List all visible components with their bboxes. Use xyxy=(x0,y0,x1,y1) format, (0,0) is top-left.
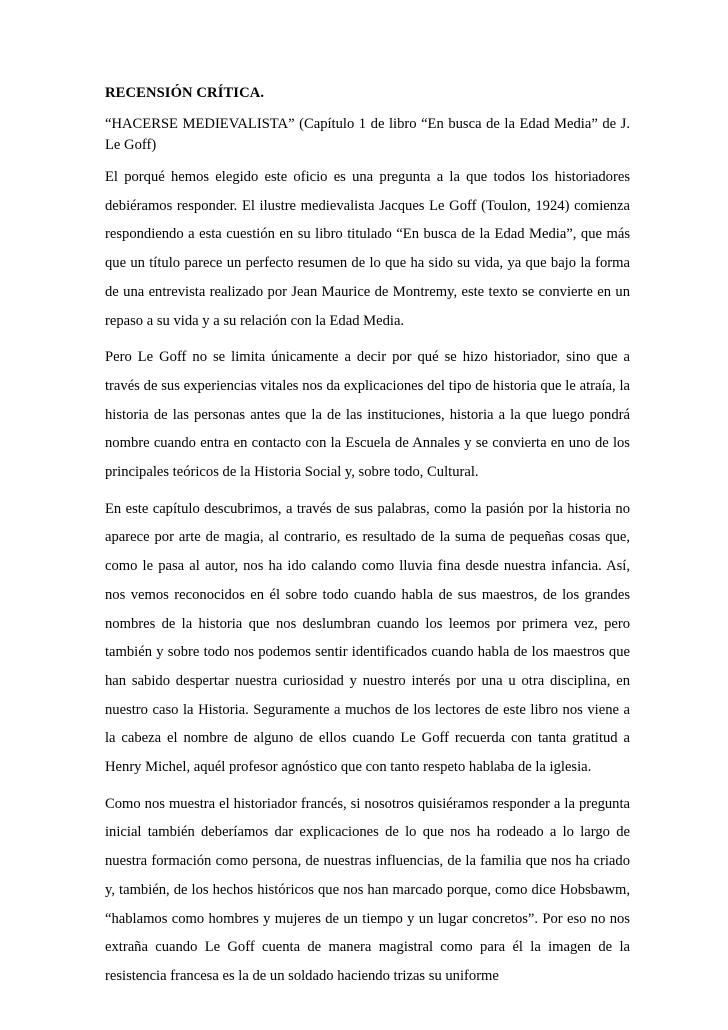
document-subtitle: “HACERSE MEDIEVALISTA” (Capítulo 1 de libro “En busca de la Edad Media” de J. Le Goff) xyxy=(105,116,630,153)
paragraph-3: En este capítulo descubrimos, a través de sus palabras, como la pasión por la historia no aparece por arte de magia, al contrario, es resultado de la suma de pequeñas cosas que, como le pasa al autor, nos ha ido calando como lluvia fina desde nuestra infancia. Así, nos vemos reconocidos en él sobre todo cuando habla de sus maestros, de los grandes nombres de la historia que nos deslumbran cuando los leemos por primera vez, pero también y sobre todo nos podemos sentir identificados cuando habla de los maestros que han sabido despertar nuestra curiosidad y nuestro interés por una u otra disciplina, en nuestro caso la Historia. Seguramente a muchos de los lectores de este libro nos viene a la cabeza el nombre de alguno de ellos cuando Le Goff recuerda con tanta gratitud a Henry Michel, aquél profesor agnóstico que con tanto respeto hablaba de la iglesia. xyxy=(105,500,630,776)
paragraph-4: Como nos muestra el historiador francés, si nosotros quisiéramos responder a la pregunta inicial también deberíamos dar explicaciones de lo que nos ha rodeado a lo largo de nuestra formación como persona, de nuestras influencias, de la familia que nos ha criado y, también, de los hechos históricos que nos han marcado porque, como dice Hobsbawm, “hablamos como hombres y mujeres de un tiempo y un lugar concretos”. Por eso no nos extraña cuando Le Goff cuenta de manera magistral como para él la imagen de la resistencia francesa es la de un soldado haciendo trizas su uniforme xyxy=(105,795,630,984)
document-page xyxy=(105,82,630,999)
paragraph-1: El porqué hemos elegido este oficio es una pregunta a la que todos los historiadores debiéramos responder. El ilustre medievalista Jacques Le Goff (Toulon, 1924) comienza respondiendo a esta cuestión en su libro titulado “En busca de la Edad Media”, que más que un título parece un perfecto resumen de lo que ha sido su vida, ya que bajo la forma de una entrevista realizado por Jean Maurice de Montremy, este texto se convierte en un repaso a su vida y a su relación con la Edad Media. xyxy=(105,169,630,329)
document-title: RECENSIÓN CRÍTICA. xyxy=(105,85,265,101)
paragraph-2: Pero Le Goff no se limita únicamente a decir por qué se hizo historiador, sino que a través de sus experiencias vitales nos da explicaciones del tipo de historia que le atraía, la historia de las personas antes que la de las instituciones, historia a la que luego pondrá nombre cuando entra en contacto con la Escuela de Annales y se convierta en uno de los principales teóricos de la Historia Social y, sobre todo, Cultural. xyxy=(105,349,630,481)
